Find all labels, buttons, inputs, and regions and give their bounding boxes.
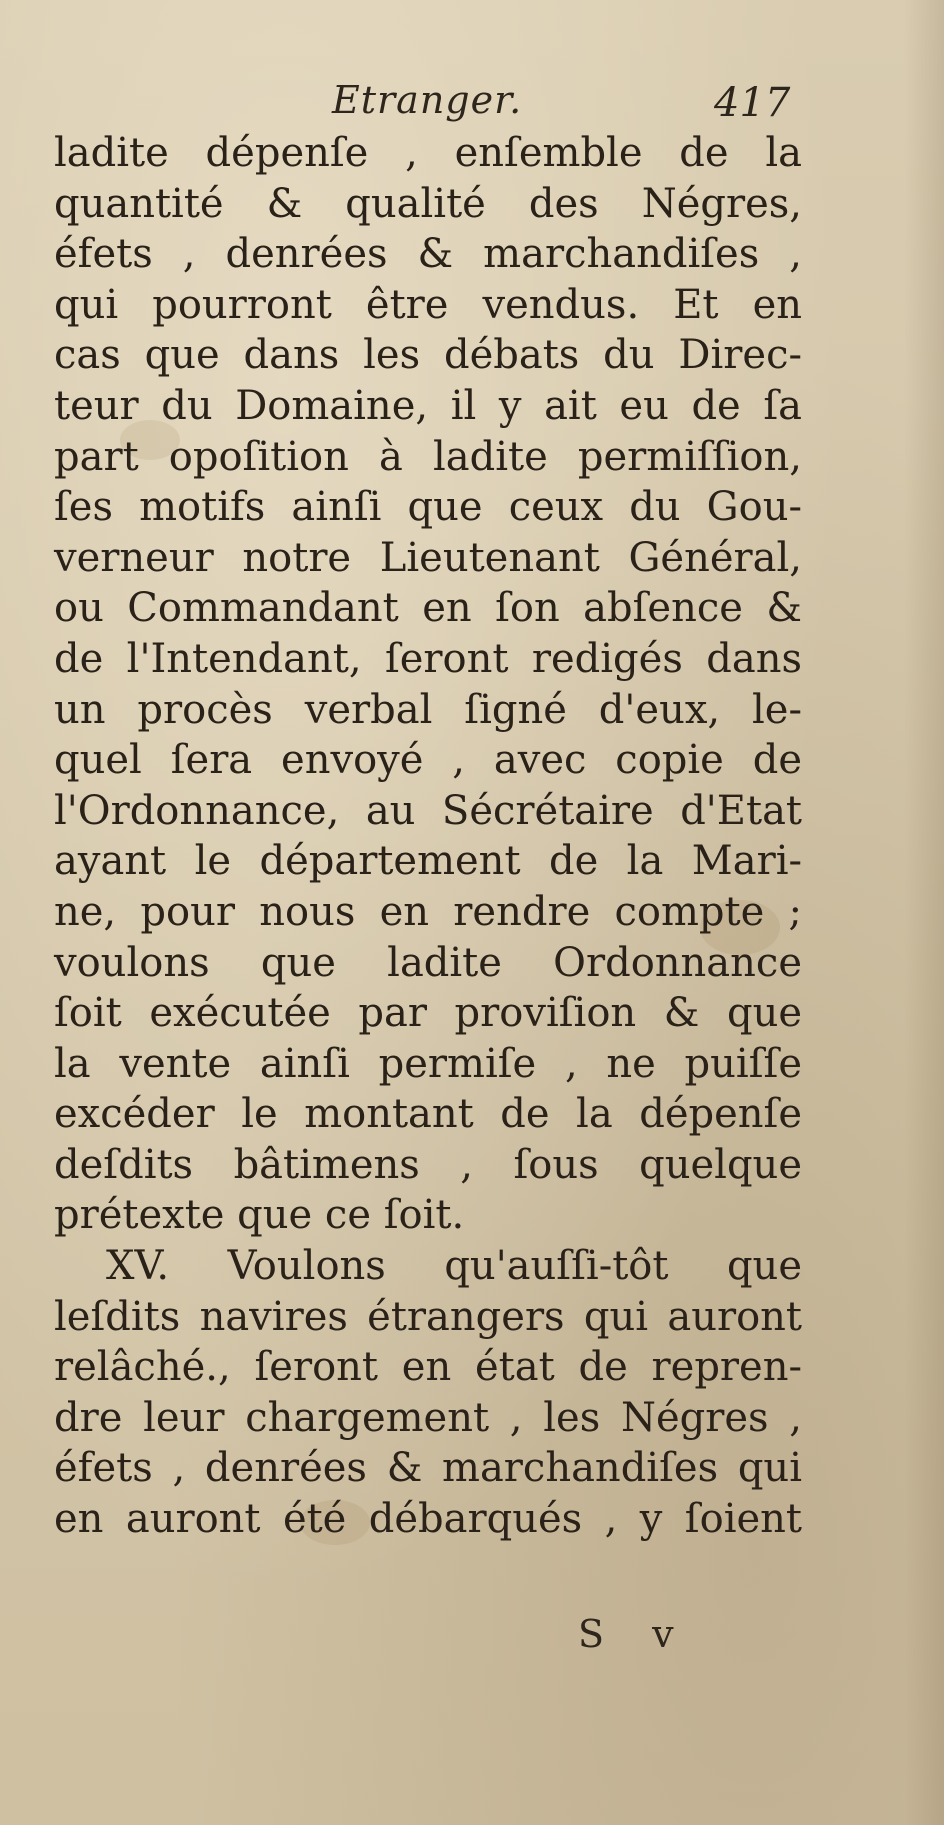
- text-line: prétexte que ce ſoit.: [54, 1192, 465, 1239]
- text-line: leſdits navires étrangers qui auront: [54, 1293, 802, 1340]
- text-line: relâché., ſeront en état de repren-: [54, 1344, 802, 1391]
- text-line: excéder le montant de la dépenſe: [54, 1091, 802, 1138]
- text-line: deſdits bâtimens , ſous quelque: [54, 1141, 802, 1188]
- text-line: ayant le département de la Mari-: [54, 838, 802, 885]
- text-line: teur du Domaine, il y ait eu de ſa: [54, 382, 802, 429]
- text-line: éfets , denrées & marchandiſes ,: [54, 231, 802, 278]
- text-line: l'Ordonnance, au Sécrétaire d'Etat: [54, 787, 802, 834]
- text-line: de l'Intendant, ſeront redigés dans: [54, 635, 802, 682]
- running-head-title: Etranger.: [332, 78, 523, 122]
- text-line: dre leur chargement , les Négres ,: [54, 1394, 802, 1441]
- text-line: éfets , denrées & marchandiſes qui: [54, 1445, 802, 1492]
- text-line: la vente ainſi permiſe , ne puiſſe: [54, 1040, 802, 1087]
- text-line: en auront été débarqués , y ſoient: [54, 1496, 802, 1543]
- text-line: qui pourront être vendus. Et en: [54, 281, 802, 328]
- section-heading-line: XV. Voulons qu'auſſi-tôt que: [106, 1243, 802, 1290]
- text-line: quantité & qualité des Négres,: [54, 180, 802, 227]
- page-edge-shadow: [904, 0, 944, 1825]
- text-line: verneur notre Lieutenant Général,: [54, 534, 802, 581]
- body-text: [54, 128, 802, 1545]
- text-line: voulons que ladite Ordonnance: [54, 939, 802, 986]
- signature-mark: S v: [578, 1612, 692, 1656]
- page-number: 417: [714, 80, 791, 126]
- text-line: ſoit exécutée par proviſion & que: [54, 990, 802, 1037]
- text-line: cas que dans les débats du Direc-: [54, 332, 802, 379]
- text-line: un procès verbal ſigné d'eux, le-: [54, 686, 802, 733]
- text-line: part opoſition à ladite permiſſion,: [54, 433, 802, 480]
- text-line: quel ſera envoyé , avec copie de: [54, 737, 802, 784]
- text-line: ladite dépenſe , enſemble de la: [54, 130, 802, 176]
- text-line: ne, pour nous en rendre compte ;: [54, 888, 802, 935]
- text-line: ſes motifs ainſi que ceux du Gou-: [54, 484, 802, 531]
- text-line: ou Commandant en ſon abſence &: [54, 585, 802, 632]
